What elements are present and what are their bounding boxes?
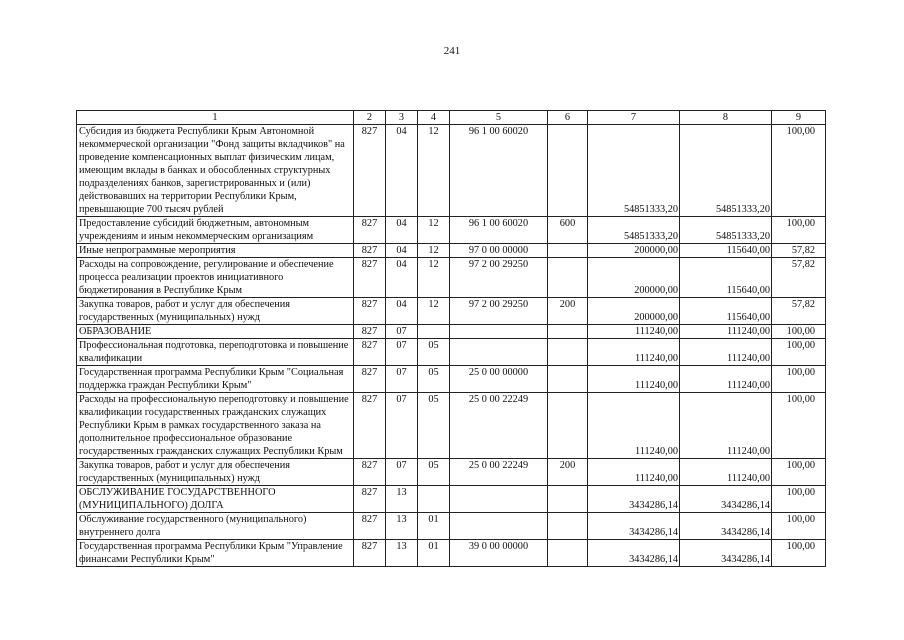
target-code: 39 0 00 00000 xyxy=(450,540,548,567)
kind-code xyxy=(548,125,588,217)
header-row xyxy=(77,111,826,125)
percent-executed: 100,00 xyxy=(772,125,826,217)
ministry-code: 827 xyxy=(354,366,386,393)
subsection-code: 01 xyxy=(418,540,450,567)
executed-amount: 111240,00 xyxy=(680,459,772,486)
percent-executed: 100,00 xyxy=(772,325,826,339)
ministry-code: 827 xyxy=(354,244,386,258)
kind-code xyxy=(548,258,588,298)
plan-amount: 111240,00 xyxy=(588,325,680,339)
column-header: 9 xyxy=(772,111,826,125)
percent-executed: 100,00 xyxy=(772,486,826,513)
ministry-code: 827 xyxy=(354,325,386,339)
section-code: 07 xyxy=(386,393,418,459)
section-code: 04 xyxy=(386,258,418,298)
expense-name: Государственная программа Республики Крым "Управление финансами Республики Крым" xyxy=(77,540,354,567)
expense-name: Закупка товаров, работ и услуг для обеспечения государственных (муниципальных) нужд xyxy=(77,459,354,486)
section-code: 04 xyxy=(386,125,418,217)
kind-code xyxy=(548,366,588,393)
expense-name: Государственная программа Республики Крым "Социальная поддержка граждан Республики Крым" xyxy=(77,366,354,393)
executed-amount: 115640,00 xyxy=(680,258,772,298)
kind-code: 200 xyxy=(548,298,588,325)
ministry-code: 827 xyxy=(354,486,386,513)
ministry-code: 827 xyxy=(354,459,386,486)
section-code: 04 xyxy=(386,217,418,244)
subsection-code: 01 xyxy=(418,513,450,540)
table-row xyxy=(77,459,826,486)
subsection-code xyxy=(418,486,450,513)
percent-executed: 100,00 xyxy=(772,366,826,393)
table-row xyxy=(77,298,826,325)
percent-executed: 100,00 xyxy=(772,513,826,540)
target-code xyxy=(450,325,548,339)
target-code xyxy=(450,339,548,366)
target-code: 97 2 00 29250 xyxy=(450,258,548,298)
expense-name: Расходы на профессиональную переподготовку и повышение квалификации государственных гражданских служащих Республики Крым в рамках государственного заказа на дополнительное профессиональное образование государственных гражданских служащих Республики Крым xyxy=(77,393,354,459)
target-code: 97 0 00 00000 xyxy=(450,244,548,258)
ministry-code: 827 xyxy=(354,217,386,244)
column-header: 7 xyxy=(588,111,680,125)
percent-executed: 100,00 xyxy=(772,540,826,567)
expense-name: Субсидия из бюджета Республики Крым Автономной некоммерческой организации "Фонд защиты вкладчиков" на проведение компенсационных выплат физическим лицам, имеющим вклады в банках и обособленных структурных подразделениях банков, зарегистрированных и (или) действовавших на территории Республики Крым, превышающие 700 тысяч рублей xyxy=(77,125,354,217)
ministry-code: 827 xyxy=(354,125,386,217)
column-header: 1 xyxy=(77,111,354,125)
ministry-code: 827 xyxy=(354,298,386,325)
kind-code xyxy=(548,393,588,459)
target-code: 25 0 00 22249 xyxy=(450,393,548,459)
expense-name: Иные непрограммные мероприятия xyxy=(77,244,354,258)
executed-amount: 3434286,14 xyxy=(680,513,772,540)
plan-amount: 200000,00 xyxy=(588,244,680,258)
kind-code xyxy=(548,244,588,258)
executed-amount: 115640,00 xyxy=(680,244,772,258)
section-code: 07 xyxy=(386,366,418,393)
section-code: 04 xyxy=(386,244,418,258)
column-header: 8 xyxy=(680,111,772,125)
executed-amount: 54851333,20 xyxy=(680,125,772,217)
executed-amount: 3434286,14 xyxy=(680,486,772,513)
expense-name: Предоставление субсидий бюджетным, автономным учреждениям и иным некоммерческим организациям xyxy=(77,217,354,244)
kind-code xyxy=(548,513,588,540)
column-header: 5 xyxy=(450,111,548,125)
table-row xyxy=(77,325,826,339)
plan-amount: 111240,00 xyxy=(588,459,680,486)
subsection-code: 05 xyxy=(418,366,450,393)
percent-executed: 100,00 xyxy=(772,339,826,366)
ministry-code: 827 xyxy=(354,513,386,540)
executed-amount: 3434286,14 xyxy=(680,540,772,567)
executed-amount: 115640,00 xyxy=(680,298,772,325)
table-row xyxy=(77,217,826,244)
section-code: 13 xyxy=(386,513,418,540)
plan-amount: 200000,00 xyxy=(588,258,680,298)
kind-code xyxy=(548,339,588,366)
target-code: 25 0 00 00000 xyxy=(450,366,548,393)
percent-executed: 100,00 xyxy=(772,459,826,486)
subsection-code: 12 xyxy=(418,125,450,217)
column-header: 3 xyxy=(386,111,418,125)
section-code: 07 xyxy=(386,325,418,339)
plan-amount: 3434286,14 xyxy=(588,486,680,513)
expense-name: Профессиональная подготовка, переподготовка и повышение квалификации xyxy=(77,339,354,366)
subsection-code: 05 xyxy=(418,459,450,486)
kind-code: 600 xyxy=(548,217,588,244)
plan-amount: 3434286,14 xyxy=(588,513,680,540)
ministry-code: 827 xyxy=(354,339,386,366)
page-number: 241 xyxy=(443,45,461,57)
subsection-code: 12 xyxy=(418,258,450,298)
plan-amount: 111240,00 xyxy=(588,339,680,366)
table-row xyxy=(77,244,826,258)
expense-name: ОБСЛУЖИВАНИЕ ГОСУДАРСТВЕННОГО (МУНИЦИПАЛЬНОГО) ДОЛГА xyxy=(77,486,354,513)
executed-amount: 111240,00 xyxy=(680,339,772,366)
table-row xyxy=(77,339,826,366)
kind-code xyxy=(548,540,588,567)
subsection-code: 12 xyxy=(418,217,450,244)
percent-executed: 57,82 xyxy=(772,244,826,258)
section-code: 07 xyxy=(386,459,418,486)
plan-amount: 200000,00 xyxy=(588,298,680,325)
target-code xyxy=(450,513,548,540)
section-code: 07 xyxy=(386,339,418,366)
expense-name: Закупка товаров, работ и услуг для обеспечения государственных (муниципальных) нужд xyxy=(77,298,354,325)
column-header: 2 xyxy=(354,111,386,125)
kind-code: 200 xyxy=(548,459,588,486)
plan-amount: 54851333,20 xyxy=(588,217,680,244)
target-code: 25 0 00 22249 xyxy=(450,459,548,486)
budget-table xyxy=(76,110,826,567)
executed-amount: 111240,00 xyxy=(680,325,772,339)
section-code: 13 xyxy=(386,486,418,513)
kind-code xyxy=(548,325,588,339)
executed-amount: 54851333,20 xyxy=(680,217,772,244)
percent-executed: 57,82 xyxy=(772,258,826,298)
target-code: 96 1 00 60020 xyxy=(450,125,548,217)
subsection-code: 12 xyxy=(418,298,450,325)
target-code xyxy=(450,486,548,513)
expense-name: ОБРАЗОВАНИЕ xyxy=(77,325,354,339)
plan-amount: 111240,00 xyxy=(588,366,680,393)
subsection-code: 12 xyxy=(418,244,450,258)
executed-amount: 111240,00 xyxy=(680,366,772,393)
subsection-code: 05 xyxy=(418,393,450,459)
expense-name: Обслуживание государственного (муниципального) внутреннего долга xyxy=(77,513,354,540)
target-code: 97 2 00 29250 xyxy=(450,298,548,325)
table-row xyxy=(77,540,826,567)
column-header: 4 xyxy=(418,111,450,125)
plan-amount: 3434286,14 xyxy=(588,540,680,567)
target-code: 96 1 00 60020 xyxy=(450,217,548,244)
subsection-code xyxy=(418,325,450,339)
section-code: 04 xyxy=(386,298,418,325)
table-row xyxy=(77,258,826,298)
plan-amount: 111240,00 xyxy=(588,393,680,459)
kind-code xyxy=(548,486,588,513)
ministry-code: 827 xyxy=(354,540,386,567)
section-code: 13 xyxy=(386,540,418,567)
ministry-code: 827 xyxy=(354,393,386,459)
table-row xyxy=(77,366,826,393)
percent-executed: 57,82 xyxy=(772,298,826,325)
table-row xyxy=(77,486,826,513)
column-header: 6 xyxy=(548,111,588,125)
expense-name: Расходы на сопровождение, регулирование и обеспечение процесса реализации проектов инициативного бюджетирования в Республике Крым xyxy=(77,258,354,298)
table-row xyxy=(77,513,826,540)
ministry-code: 827 xyxy=(354,258,386,298)
percent-executed: 100,00 xyxy=(772,217,826,244)
table-row xyxy=(77,125,826,217)
plan-amount: 54851333,20 xyxy=(588,125,680,217)
table-row xyxy=(77,393,826,459)
percent-executed: 100,00 xyxy=(772,393,826,459)
subsection-code: 05 xyxy=(418,339,450,366)
executed-amount: 111240,00 xyxy=(680,393,772,459)
